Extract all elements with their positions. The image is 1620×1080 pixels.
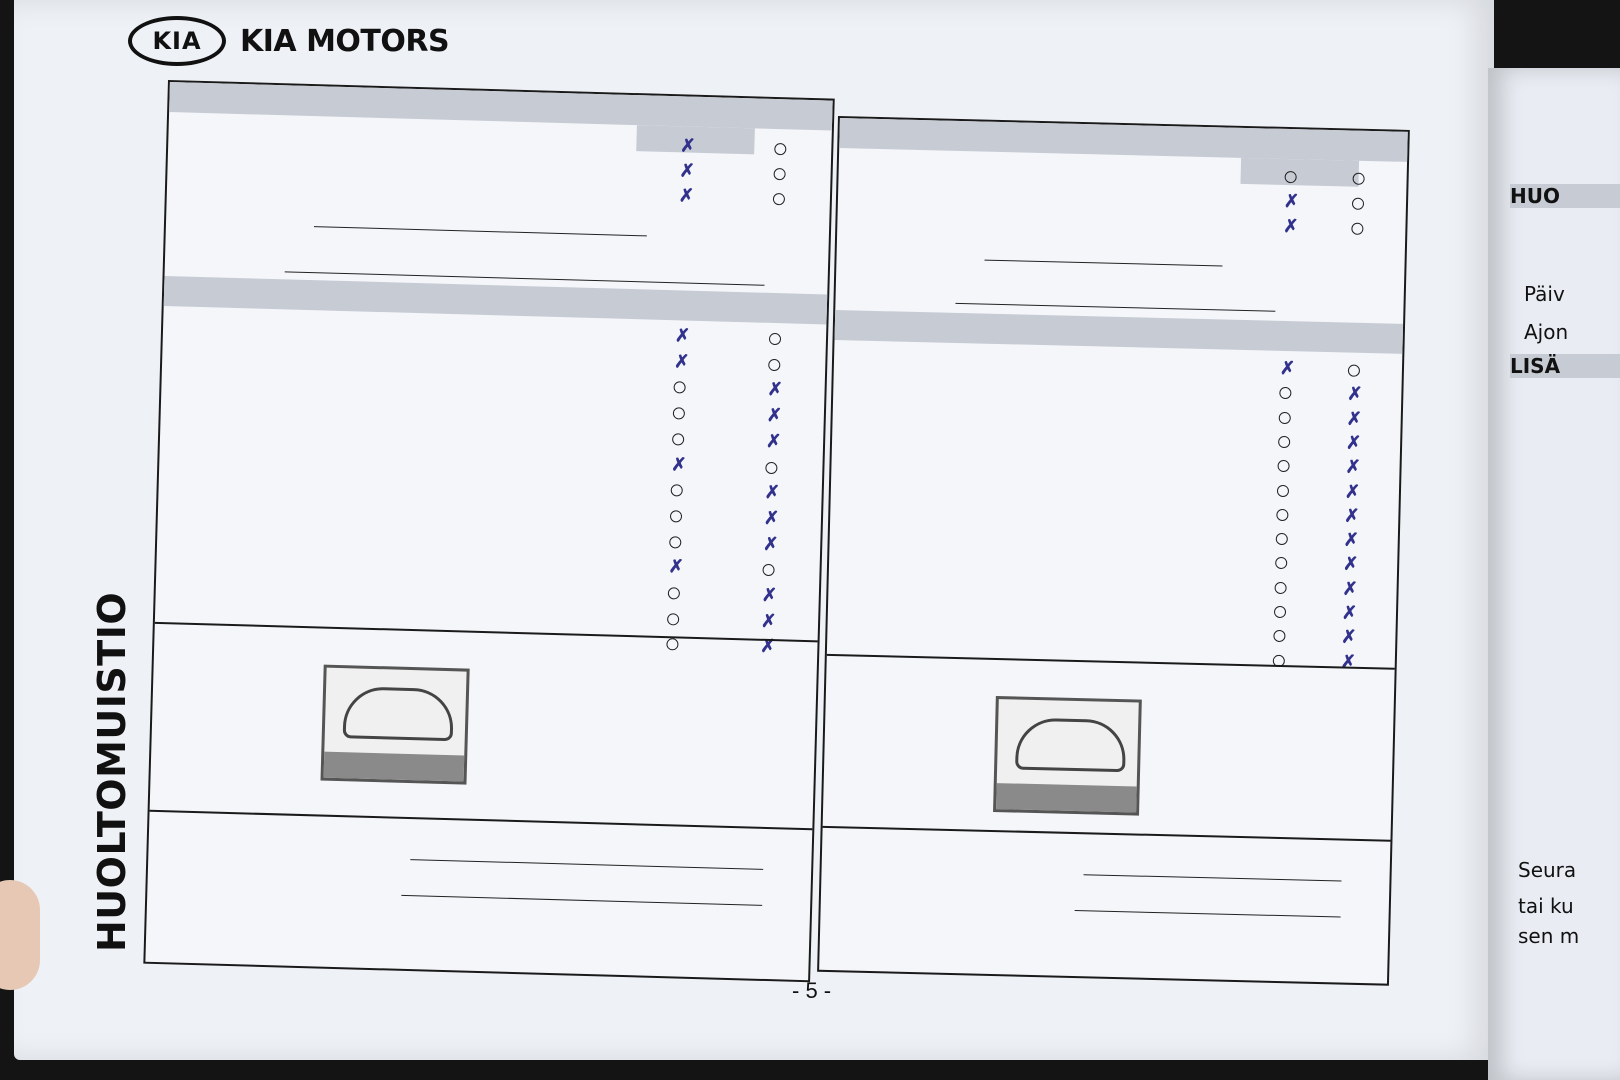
- no-check-mark: ✗: [1342, 553, 1359, 575]
- check-mark: ✗: [680, 135, 696, 156]
- side-title: HUOLTOMUISTIO: [90, 591, 134, 952]
- check-mark: ✗: [678, 185, 695, 206]
- kia-logo-oval: KIA: [128, 16, 226, 66]
- yes-circle: [1279, 411, 1291, 423]
- yes-check-mark: ✗: [674, 325, 691, 346]
- edge-meter-label: tai ku: [1518, 894, 1574, 918]
- no-circle: [773, 168, 785, 180]
- next-page-edge: [1488, 68, 1620, 1080]
- yes-circle: [1279, 387, 1291, 399]
- yes-circle: [673, 407, 685, 419]
- yes-check-mark: ✗: [671, 453, 687, 475]
- yes-circle: [671, 484, 683, 496]
- no-circle: [1351, 223, 1363, 235]
- no-check-mark: ✗: [763, 507, 780, 529]
- yes-circle: [1273, 630, 1285, 642]
- no-check-mark: ✗: [763, 533, 779, 554]
- yes-column-header-bar: [1240, 158, 1359, 187]
- no-check-mark: ✗: [760, 610, 777, 631]
- no-check-mark: ✗: [765, 430, 782, 452]
- mileage-line: [955, 303, 1275, 312]
- no-check-mark: ✗: [1345, 432, 1362, 453]
- check-mark: ✗: [1283, 190, 1300, 212]
- stamp-badge: [324, 752, 465, 782]
- yes-circle: [670, 510, 682, 522]
- no-circle: [774, 143, 786, 155]
- next-service-border: [823, 826, 1391, 842]
- next-service-line: [1084, 874, 1342, 881]
- no-check-mark: ✗: [1340, 651, 1357, 672]
- edge-date-label: Päiv: [1524, 282, 1565, 306]
- service-panel-6: [817, 116, 1410, 986]
- yes-circle: [1277, 460, 1289, 472]
- no-check-mark: ✗: [1347, 383, 1363, 405]
- no-check-mark: ✗: [1342, 578, 1358, 599]
- yes-check-mark: ✗: [1279, 357, 1296, 379]
- kia-logo: [128, 16, 449, 66]
- yes-circle: [1276, 533, 1288, 545]
- yes-circle: [667, 613, 679, 625]
- no-check-mark: ✗: [1345, 456, 1361, 478]
- no-circle: [762, 564, 774, 576]
- brand-name: KIA MOTORS: [240, 23, 450, 59]
- service-panel-5: [143, 80, 834, 982]
- yes-circle: [1274, 581, 1286, 593]
- no-check-mark: ✗: [761, 584, 778, 606]
- no-circle: [768, 359, 780, 371]
- edge-mileage-label: Ajon: [1524, 320, 1569, 344]
- no-check-mark: ✗: [1341, 602, 1358, 623]
- meter-line: [1075, 910, 1341, 917]
- yes-circle: [673, 382, 685, 394]
- no-check-mark: ✗: [767, 379, 783, 400]
- no-circle: [769, 333, 781, 345]
- edge-whichever-label: sen m: [1518, 924, 1580, 948]
- stamp-box: [320, 665, 469, 785]
- yes-circle: [1274, 606, 1286, 618]
- no-check-mark: ✗: [764, 482, 781, 503]
- yes-circle: [666, 639, 678, 651]
- date-line: [985, 260, 1223, 267]
- no-check-mark: ✗: [1341, 626, 1357, 648]
- no-circle: [1348, 365, 1360, 377]
- no-check-mark: ✗: [760, 636, 776, 657]
- check-mark: ✗: [679, 160, 696, 181]
- check-mark: ✗: [1283, 215, 1299, 237]
- meter-line: [401, 895, 762, 906]
- extra-title: [835, 310, 1404, 354]
- date-line: [314, 226, 647, 236]
- yes-circle: [1276, 509, 1288, 521]
- no-check-mark: ✗: [1346, 408, 1363, 429]
- car-icon: [343, 686, 454, 741]
- next-service-border: [150, 810, 813, 831]
- no-circle: [773, 193, 785, 205]
- no-check-mark: ✗: [1344, 481, 1361, 502]
- no-check-mark: ✗: [1344, 505, 1360, 526]
- yes-check-mark: ✗: [668, 556, 684, 577]
- yes-circle: [668, 587, 680, 599]
- stamp-box: [993, 696, 1142, 816]
- no-check-mark: ✗: [766, 404, 783, 426]
- edge-extra-title: LISÄ: [1510, 354, 1620, 378]
- yes-circle: [672, 433, 684, 445]
- no-circle: [765, 461, 777, 473]
- car-icon: [1015, 718, 1126, 773]
- page-number: - 5 -: [792, 978, 832, 1003]
- next-service-line: [410, 859, 763, 870]
- stamp-badge: [996, 783, 1137, 812]
- yes-check-mark: ✗: [674, 350, 690, 372]
- edge-title: HUO: [1510, 184, 1620, 208]
- yes-circle: [1275, 557, 1287, 569]
- no-check-mark: ✗: [1343, 529, 1360, 550]
- yes-circle: [669, 536, 681, 548]
- yes-circle: [1278, 436, 1290, 448]
- stamp-top-border: [155, 622, 818, 643]
- edge-next-label: Seura: [1518, 858, 1577, 882]
- no-circle: [1352, 173, 1364, 185]
- stamp-top-border: [827, 651, 1395, 672]
- thumb: [0, 880, 40, 990]
- yes-circle: [1277, 484, 1289, 496]
- no-circle: [1352, 198, 1364, 210]
